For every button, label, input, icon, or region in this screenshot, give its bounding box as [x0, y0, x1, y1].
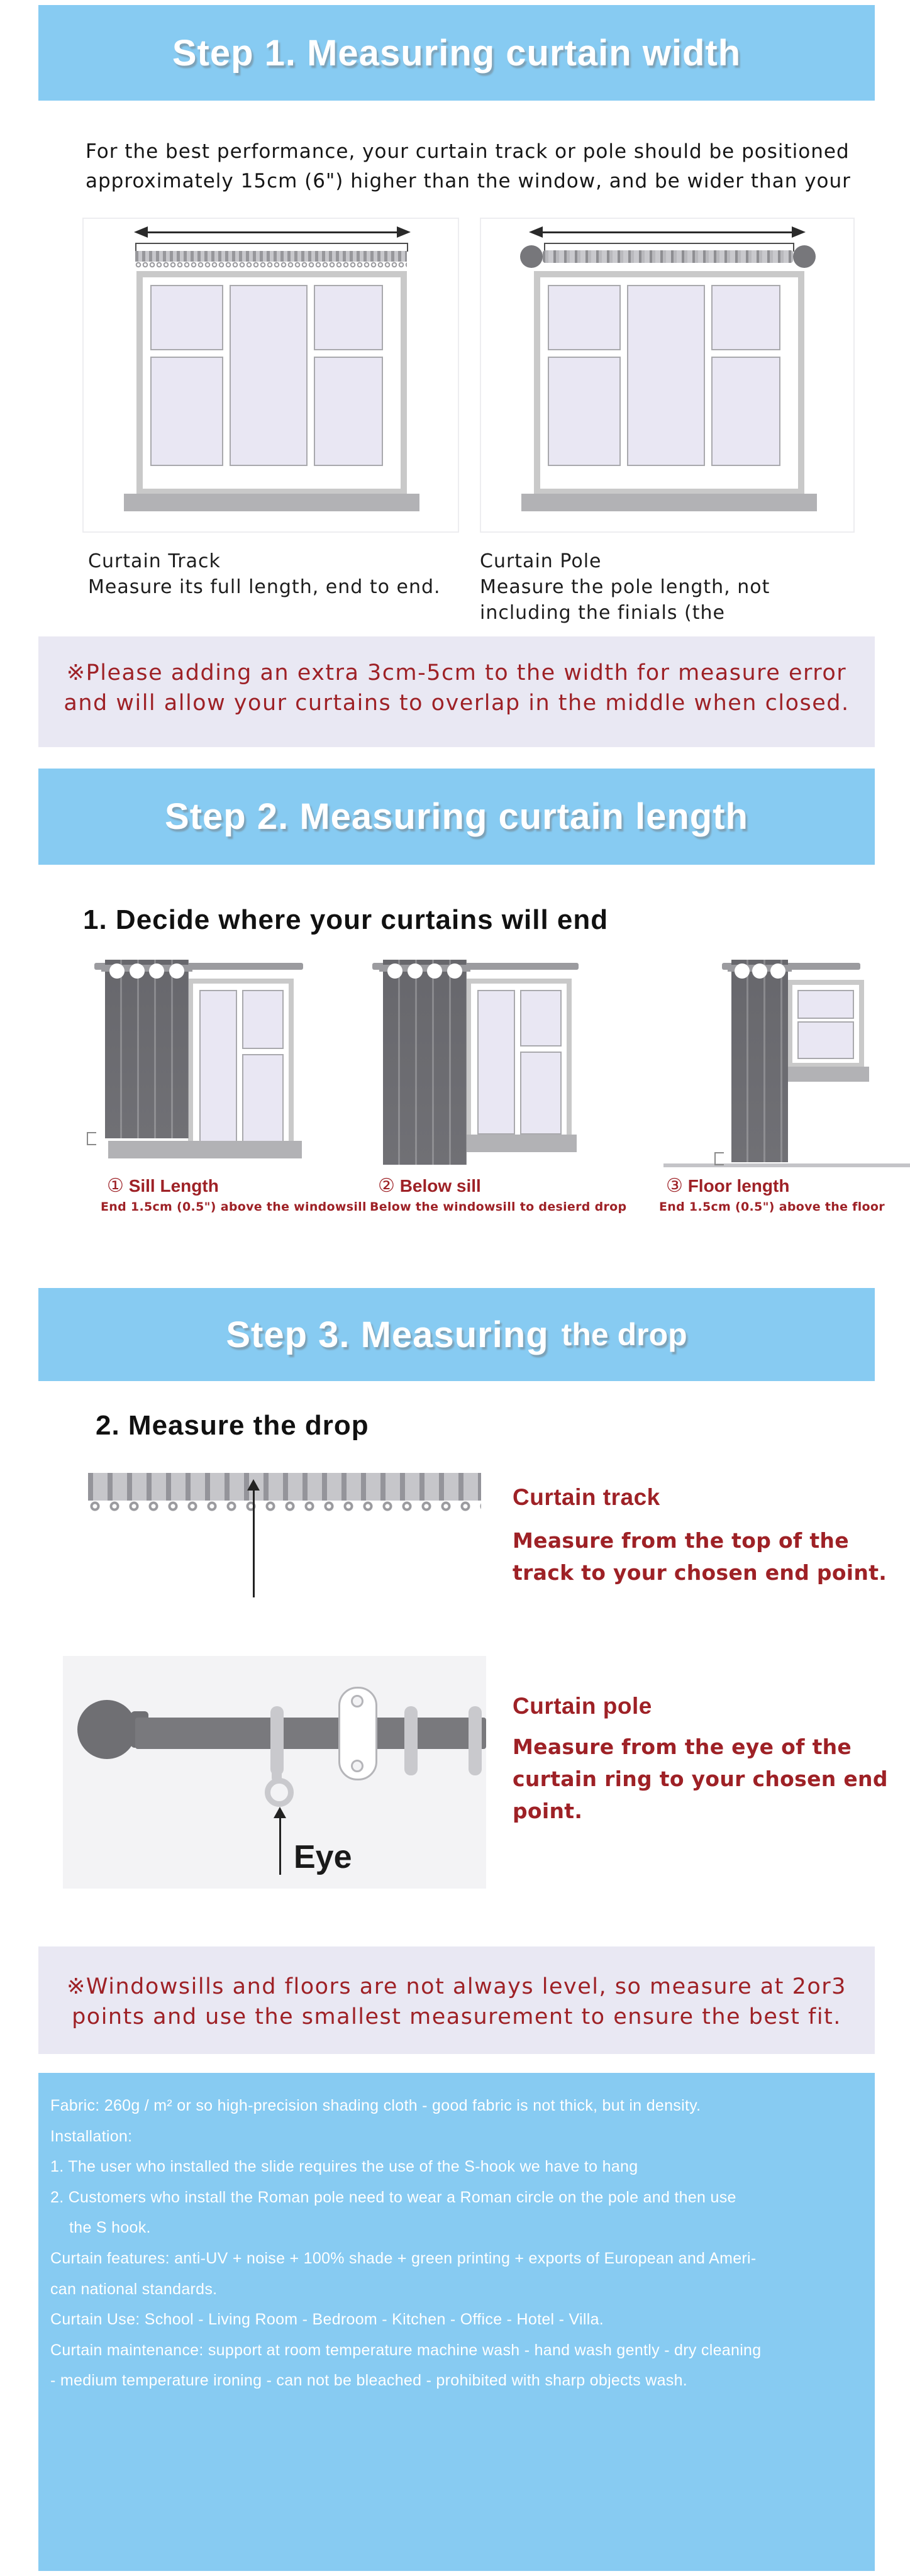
width-arrow-icon — [147, 231, 398, 233]
grommet-band — [105, 960, 189, 982]
info-use: Curtain Use: School - Living Room - Bedroom - Kitchen - Office - Hotel - Villa. — [50, 2311, 604, 2329]
curtain-ring — [404, 1706, 418, 1775]
level-note-line-2: points and use the smallest measurement to ensure the best fit. — [72, 2004, 841, 2029]
window-pane — [199, 990, 237, 1142]
grommets — [105, 960, 189, 982]
window-sill — [124, 494, 419, 511]
track-drop-title: Curtain track — [513, 1484, 660, 1510]
option2-desc: Below the windowsill to desierd drop — [370, 1200, 627, 1214]
grommet-icon — [109, 963, 125, 979]
window-pane — [797, 1021, 854, 1059]
pole-finial-right — [793, 245, 816, 268]
level-note-line-1: ※Windowsills and floors are not always level, so measure at 2or3 — [67, 1974, 846, 1999]
intro-line-1: For the best performance, your curtain track or pole should be positioned — [86, 140, 850, 163]
pole-caption-title: Curtain Pole — [480, 550, 602, 572]
curtain-panel-below-sill — [383, 960, 467, 1165]
pole-finial-ball — [77, 1700, 136, 1759]
intro-paragraph — [86, 137, 851, 196]
option2-title: ② Below sill — [378, 1175, 481, 1196]
step2-heading: 1. Decide where your curtains will end — [83, 904, 609, 935]
window-illustration — [136, 271, 407, 495]
window-pane — [314, 285, 383, 350]
grommet-icon — [770, 963, 785, 979]
curtain-ring — [469, 1706, 482, 1775]
step1-banner — [38, 5, 875, 101]
window-pane — [242, 990, 284, 1049]
pole-drop-title: Curtain pole — [513, 1693, 652, 1719]
pole-bar — [135, 1718, 486, 1749]
window-illustration-small — [188, 979, 294, 1152]
track-gliders — [135, 262, 407, 268]
circled-1-icon: ① — [107, 1175, 124, 1196]
window-pane — [548, 285, 621, 350]
pole-strip — [543, 250, 793, 263]
bracket-screw-hole — [351, 1760, 363, 1772]
pole-drop-desc-1: Measure from the eye of the — [513, 1735, 852, 1759]
track-drop-desc-1: Measure from the top of the — [513, 1528, 849, 1553]
curtain-panel-sill-length — [105, 960, 189, 1138]
pole-caption-desc-2: including the finials (the — [480, 602, 725, 624]
window-sill — [775, 1067, 869, 1082]
ring-eye — [265, 1778, 294, 1807]
curtain-panel-floor-length — [731, 960, 788, 1162]
pole-drop-desc-3: point. — [513, 1799, 583, 1823]
info-install-step-1: 1. The user who installed the slide requires the use of the S-hook we have to hang — [50, 2158, 638, 2176]
step2-banner — [38, 769, 875, 865]
grommet-icon — [427, 963, 442, 979]
grommet-icon — [387, 963, 402, 979]
grommets — [383, 960, 467, 982]
pole-drop-desc-2: curtain ring to your chosen end — [513, 1767, 888, 1791]
window-pane — [150, 285, 223, 350]
step3-banner-subtitle: the drop — [561, 1317, 687, 1352]
info-maintenance-2: - medium temperature ironing - can not be bleached - prohibited with sharp objects wash. — [50, 2372, 688, 2390]
pole-drop-diagram — [63, 1656, 486, 1889]
step3-banner — [38, 1288, 875, 1381]
track-caption — [88, 548, 441, 600]
grommet-icon — [447, 963, 462, 979]
width-note-line-1: ※Please adding an extra 3cm-5cm to the width for measure error — [66, 660, 847, 686]
grommets — [731, 960, 788, 982]
level-note-box — [38, 1946, 875, 2054]
window-pane — [230, 285, 308, 466]
option1-desc: End 1.5cm (0.5") above the windowsill — [101, 1200, 367, 1214]
window-sill — [521, 494, 817, 511]
info-features-1: Curtain features: anti-UV + noise + 100% shade + green printing + exports of European and Ameri- — [50, 2249, 757, 2267]
intro-line-2: approximately 15cm (6") higher than the window, and be wider than your — [86, 170, 851, 192]
track-drop-desc — [513, 1524, 887, 1589]
step1-banner-title: Step 1. Measuring curtain width — [172, 32, 741, 74]
width-arrow-icon — [541, 231, 793, 233]
grommet-band — [731, 960, 788, 982]
info-install-step-2: 2. Customers who install the Roman pole need to wear a Roman circle on the pole and then use — [50, 2188, 736, 2206]
info-install-step-2b: the S hook. — [69, 2219, 151, 2237]
window-pane — [150, 357, 223, 466]
grommet-icon — [130, 963, 145, 979]
circled-3-icon: ③ — [666, 1175, 683, 1196]
grommet-icon — [149, 963, 164, 979]
grommet-band — [383, 960, 467, 982]
window-pane — [548, 357, 621, 466]
measure-bracket — [135, 243, 408, 252]
window-illustration — [534, 271, 804, 495]
window-pane — [711, 357, 780, 466]
width-note-line-2: and will allow your curtains to overlap in the middle when closed. — [64, 691, 850, 716]
floor-line — [663, 1163, 910, 1167]
width-note-box — [38, 636, 875, 747]
track-gliders-large — [88, 1501, 481, 1514]
window-sill — [108, 1141, 302, 1158]
product-info-box — [38, 2073, 875, 2571]
window-pane — [242, 1054, 284, 1142]
track-drop-desc-2: track to your chosen end point. — [513, 1560, 887, 1585]
curtain-track-diagram — [82, 218, 459, 533]
bracket-screw-hole — [351, 1695, 363, 1707]
gap-mark — [87, 1132, 96, 1145]
option3-desc: End 1.5cm (0.5") above the floor — [659, 1200, 885, 1214]
ring-eye-tail — [272, 1750, 282, 1782]
gap-mark — [714, 1152, 724, 1165]
pole-drop-desc — [513, 1731, 888, 1827]
circled-2-icon: ② — [378, 1175, 395, 1196]
pole-finial-left — [520, 245, 543, 268]
window-pane — [520, 1052, 562, 1135]
option3-title: ③ Floor length — [666, 1175, 790, 1196]
track-strip-large — [88, 1473, 481, 1501]
grommet-icon — [752, 963, 767, 979]
drop-arrow-line — [253, 1489, 255, 1597]
step3-heading: 2. Measure the drop — [96, 1410, 369, 1441]
curtain-pole-diagram — [480, 218, 855, 533]
eye-label: Eye — [294, 1839, 352, 1875]
track-caption-desc: Measure its full length, end to end. — [88, 576, 441, 598]
window-pane — [520, 990, 562, 1046]
option1-title: ① Sill Length — [107, 1175, 219, 1196]
track-strip — [135, 251, 407, 262]
track-caption-title: Curtain Track — [88, 550, 221, 572]
info-features-2: can national standards. — [50, 2280, 218, 2298]
eye-arrow-line — [279, 1817, 281, 1875]
step3-banner-title: Step 3. Measuring — [226, 1314, 549, 1355]
grommet-icon — [169, 963, 184, 979]
info-fabric: Fabric: 260g / m² or so high-precision shading cloth - good fabric is not thick, but in density. — [50, 2097, 701, 2114]
grommet-icon — [408, 963, 423, 979]
info-installation: Installation: — [50, 2127, 133, 2145]
window-pane — [314, 357, 383, 466]
info-maintenance-1: Curtain maintenance: support at room temperature machine wash - hand wash gently - dry cleaning — [50, 2341, 762, 2359]
grommet-icon — [735, 963, 750, 979]
window-pane — [627, 285, 705, 466]
window-illustration-small — [466, 979, 572, 1145]
window-pane — [477, 990, 515, 1135]
window-pane — [797, 990, 854, 1019]
pole-caption — [480, 548, 770, 626]
window-illustration-small — [787, 980, 864, 1068]
step2-banner-title: Step 2. Measuring curtain length — [165, 796, 748, 837]
pole-caption-desc-1: Measure the pole length, not — [480, 576, 770, 598]
window-pane — [711, 285, 780, 350]
